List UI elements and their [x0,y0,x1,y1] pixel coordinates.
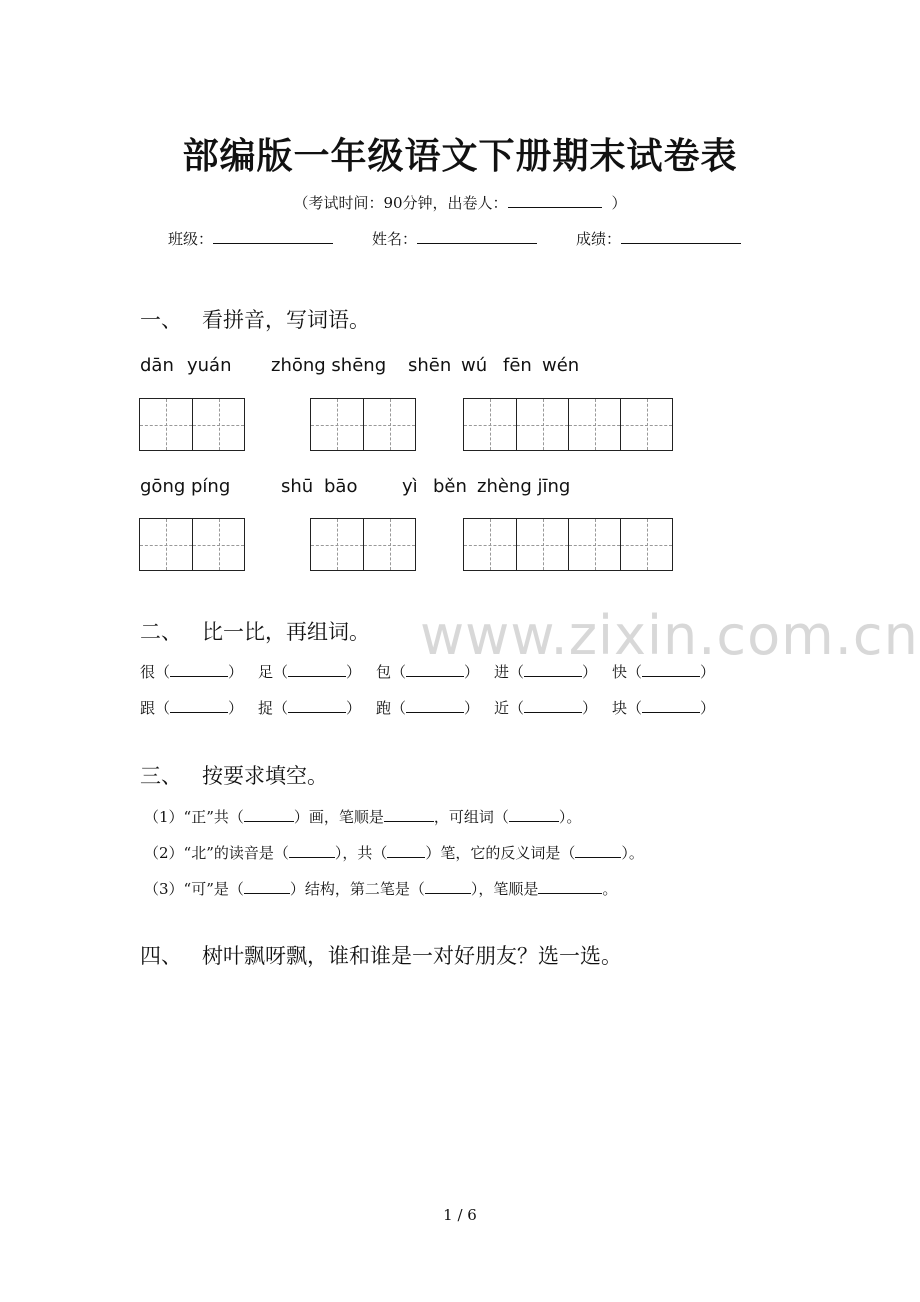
grid-cell[interactable] [620,519,672,570]
paren-open: （ [273,663,289,681]
character: 进 [494,663,510,681]
compare-item [494,661,612,682]
section-number: 一、 [140,308,182,332]
score-blank[interactable] [621,229,741,244]
compare-row-1 [140,661,730,682]
pinyin: běn [433,476,467,497]
answer-blank[interactable] [575,845,621,858]
writing-grid[interactable] [310,398,416,451]
question-text: ），共（ [334,844,388,862]
student-info [168,228,780,249]
pinyin: wén [542,355,580,376]
pinyin: yuán [187,355,232,376]
character: 足 [258,663,274,681]
pinyin: wú [461,355,488,376]
character: 捉 [258,699,274,717]
compare-item [140,697,258,718]
grid-cell[interactable] [140,519,192,570]
watermark: www.zixin.com.cn [420,604,919,667]
section-title: 看拼音，写词语。 [202,308,370,332]
question-text: （3）“可”是（ [144,880,244,898]
character: 快 [612,663,628,681]
paren-close: ） [700,663,716,681]
answer-blank[interactable] [387,845,425,858]
section-title: 树叶飘呀飘，谁和谁是一对好朋友？选一选。 [202,944,622,968]
writing-grid[interactable] [310,518,416,571]
grid-cell[interactable] [192,399,244,450]
grid-cell[interactable] [363,519,415,570]
paren-close: ） [582,663,598,681]
answer-blank[interactable] [289,845,335,858]
grid-cell[interactable] [311,519,363,570]
grid-cell[interactable] [464,519,516,570]
compare-item [612,661,730,682]
character: 很 [140,663,156,681]
writing-grid[interactable] [139,398,245,451]
section-3-heading [140,760,328,790]
section-2-heading [140,616,370,646]
paren-open: （ [273,699,289,717]
compare-item [258,661,376,682]
answer-blank[interactable] [425,881,471,894]
question-text: ）画，笔顺是 [293,808,384,826]
answer-blank[interactable] [524,664,582,677]
fill-question-2 [144,842,644,863]
fill-question-3 [144,878,617,899]
paren-open: （ [155,699,171,717]
compare-item [376,661,494,682]
grid-cell[interactable] [363,399,415,450]
page-number: 1 / 6 [443,1206,477,1224]
pinyin: yì [402,476,418,497]
pinyin: zhōng shēng [271,355,387,376]
paren-close: ） [228,663,244,681]
class-label: 班级： [168,230,214,248]
section-number: 三、 [140,764,182,788]
writing-grid[interactable] [463,398,673,451]
pinyin: gōng píng [140,476,231,497]
section-4-heading [140,940,622,970]
paren-open: （ [627,663,643,681]
writing-grid[interactable] [139,518,245,571]
subtitle-close: ） [611,194,627,212]
character: 包 [376,663,392,681]
question-text: ，可组词（ [433,808,509,826]
paren-close: ） [700,699,716,717]
answer-blank[interactable] [384,809,434,822]
answer-blank[interactable] [406,664,464,677]
answer-blank[interactable] [170,664,228,677]
question-text: （2）“北”的读音是（ [144,844,289,862]
paren-open: （ [509,699,525,717]
pinyin: dān [140,355,174,376]
answer-blank[interactable] [524,700,582,713]
paren-close: ） [346,699,362,717]
class-blank[interactable] [213,229,333,244]
question-text: ）笔，它的反义词是（ [425,844,576,862]
score-label: 成绩： [576,230,622,248]
question-text: ），笔顺是 [470,880,539,898]
answer-blank[interactable] [244,809,294,822]
subtitle-text: （考试时间：90分钟，出卷人： [293,194,508,212]
pinyin: bāo [324,476,358,497]
grid-cell[interactable] [620,399,672,450]
character: 跑 [376,699,392,717]
grid-cell[interactable] [464,399,516,450]
paren-close: ） [464,699,480,717]
answer-blank[interactable] [509,809,559,822]
grid-cell[interactable] [516,519,568,570]
question-text: 。 [602,880,618,898]
compare-item [140,661,258,682]
paren-close: ） [464,663,480,681]
pinyin: shēn [408,355,452,376]
paren-close: ） [346,663,362,681]
grid-cell[interactable] [140,399,192,450]
grid-cell[interactable] [311,399,363,450]
character: 跟 [140,699,156,717]
paren-close: ） [582,699,598,717]
paren-open: （ [509,663,525,681]
pinyin: shū [281,476,314,497]
paren-open: （ [155,663,171,681]
section-number: 四、 [140,944,182,968]
grid-cell[interactable] [516,399,568,450]
compare-row-2 [140,697,730,718]
answer-blank[interactable] [642,700,700,713]
character: 近 [494,699,510,717]
answer-blank[interactable] [642,664,700,677]
name-label: 姓名： [372,230,418,248]
paren-open: （ [391,663,407,681]
paren-open: （ [627,699,643,717]
answer-blank[interactable] [288,700,346,713]
compare-item [494,697,612,718]
character: 块 [612,699,628,717]
grid-cell[interactable] [568,399,620,450]
question-text: ）。 [558,808,582,826]
fill-question-1 [144,806,581,827]
exam-subtitle [0,192,920,213]
compare-item [258,697,376,718]
answer-blank[interactable] [170,700,228,713]
grid-cell[interactable] [192,519,244,570]
pinyin: fēn [503,355,532,376]
name-blank[interactable] [417,229,537,244]
grid-cell[interactable] [568,519,620,570]
section-title: 按要求填空。 [202,764,328,788]
answer-blank[interactable] [406,700,464,713]
author-blank[interactable] [508,193,602,208]
paren-open: （ [391,699,407,717]
section-1-heading [140,304,370,334]
question-text: （1）“正”共（ [144,808,244,826]
question-text: ）。 [621,844,644,862]
answer-blank[interactable] [288,664,346,677]
section-title: 比一比，再组词。 [202,620,370,644]
compare-item [376,697,494,718]
answer-blank[interactable] [244,881,290,894]
paren-close: ） [228,699,244,717]
pinyin: zhèng jīng [477,476,571,497]
writing-grid[interactable] [463,518,673,571]
compare-item [612,697,730,718]
answer-blank[interactable] [538,881,602,894]
question-text: ）结构，第二笔是（ [289,880,425,898]
page-title: 部编版一年级语文下册期末试卷表 [182,135,738,177]
section-number: 二、 [140,620,182,644]
